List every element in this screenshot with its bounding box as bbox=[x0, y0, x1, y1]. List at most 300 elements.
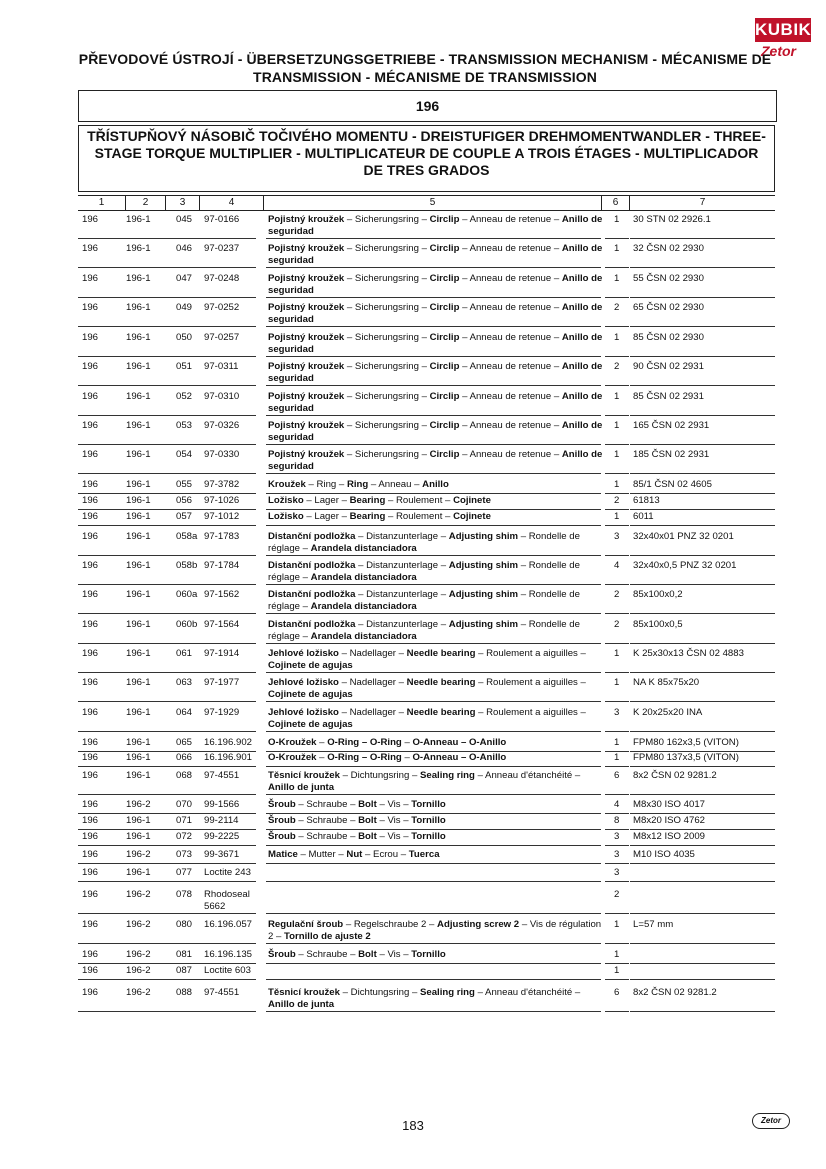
description-sep: – Anneau de retenue – bbox=[459, 449, 562, 460]
cell-c6: 6 bbox=[614, 987, 620, 998]
description-sep: – Anneau de retenue – bbox=[459, 214, 562, 225]
row-divider bbox=[630, 509, 775, 510]
cell-c2: 196-1 bbox=[126, 560, 151, 571]
cell-c3: 054 bbox=[176, 449, 193, 460]
cell-c2: 196-2 bbox=[126, 965, 151, 976]
cell-c4: 16.196.057 bbox=[204, 919, 253, 930]
row-divider bbox=[605, 643, 629, 644]
description-term: Circlip bbox=[429, 361, 460, 372]
cell-description bbox=[268, 420, 603, 444]
description-term: Těsnicí kroužek bbox=[268, 987, 340, 998]
table-row bbox=[78, 560, 775, 584]
description-term: Bearing bbox=[349, 511, 386, 522]
description-sep: – Schraube – bbox=[295, 799, 359, 810]
cell-c2: 196-1 bbox=[126, 619, 151, 630]
description-term: Kroužek bbox=[268, 479, 306, 490]
row-divider bbox=[78, 509, 256, 510]
table-row bbox=[78, 815, 775, 829]
description-term: Pojistný kroužek bbox=[268, 420, 345, 431]
table-row bbox=[78, 831, 775, 845]
table-row bbox=[78, 949, 775, 963]
row-divider bbox=[630, 356, 775, 357]
row-divider bbox=[266, 356, 601, 357]
description-sep: – Distanzunterlage – bbox=[355, 560, 449, 571]
row-divider bbox=[78, 766, 256, 767]
cell-c7: 85 ČSN 02 2931 bbox=[633, 391, 704, 402]
description-sep: – Nadellager – bbox=[338, 707, 407, 718]
row-divider bbox=[266, 584, 601, 585]
description-sep: – Dichtungsring – bbox=[339, 770, 420, 781]
cell-description bbox=[268, 987, 603, 1011]
cell-c4: 99-1566 bbox=[204, 799, 240, 810]
description-term: Tornillo bbox=[411, 815, 446, 826]
cell-description bbox=[268, 949, 603, 961]
cell-c3: 068 bbox=[176, 770, 193, 781]
cell-c1: 196 bbox=[82, 919, 99, 930]
description-term: Sealing ring bbox=[419, 770, 475, 781]
row-divider bbox=[630, 766, 775, 767]
row-divider bbox=[78, 794, 256, 795]
description-term: Cojinete de agujas bbox=[268, 689, 353, 700]
cell-c1: 196 bbox=[82, 273, 99, 284]
description-sep: – Sicherungsring – bbox=[344, 243, 430, 254]
description-term: Anillo de seguridad bbox=[268, 420, 603, 443]
row-divider bbox=[605, 326, 629, 327]
cell-c1: 196 bbox=[82, 965, 99, 976]
cell-c6: 2 bbox=[614, 302, 620, 313]
description-sep: – Anneau de retenue – bbox=[459, 391, 562, 402]
row-divider bbox=[78, 444, 256, 445]
description-sep: – Sicherungsring – bbox=[344, 449, 430, 460]
cell-c1: 196 bbox=[82, 987, 99, 998]
cell-c3: 050 bbox=[176, 332, 193, 343]
description-term: Nut bbox=[346, 849, 363, 860]
cell-c6: 1 bbox=[614, 214, 620, 225]
description-term: Circlip bbox=[429, 332, 460, 343]
cell-description bbox=[268, 799, 603, 811]
description-term: Tuerca bbox=[408, 849, 440, 860]
row-divider bbox=[266, 238, 601, 239]
description-sep: – Roulement a aiguilles – bbox=[475, 707, 586, 718]
description-sep: – Lager – bbox=[303, 495, 350, 506]
row-divider bbox=[78, 584, 256, 585]
row-divider bbox=[78, 731, 256, 732]
row-divider bbox=[630, 731, 775, 732]
cell-c7: 32 ČSN 02 2930 bbox=[633, 243, 704, 254]
table-row bbox=[78, 770, 775, 794]
cell-c1: 196 bbox=[82, 479, 99, 490]
cell-description bbox=[268, 332, 603, 356]
description-term: Arandela distanciadora bbox=[310, 601, 417, 612]
column-header: 2 bbox=[126, 196, 166, 210]
row-divider bbox=[266, 1011, 601, 1012]
cell-c3: 061 bbox=[176, 648, 193, 659]
cell-c4: 97-3782 bbox=[204, 479, 240, 490]
cell-c4: 97-1012 bbox=[204, 511, 240, 522]
description-term: Jehlové ložisko bbox=[268, 648, 339, 659]
description-sep: – bbox=[316, 752, 328, 763]
cell-c1: 196 bbox=[82, 243, 99, 254]
cell-c2: 196-1 bbox=[126, 361, 151, 372]
cell-c2: 196-1 bbox=[126, 815, 151, 826]
row-divider bbox=[605, 584, 629, 585]
cell-c4: 97-0311 bbox=[204, 361, 239, 372]
cell-description bbox=[268, 214, 603, 238]
description-sep: – Rondelle de réglage – bbox=[268, 560, 580, 583]
row-divider bbox=[630, 863, 775, 864]
cell-c1: 196 bbox=[82, 889, 99, 900]
cell-c7: 65 ČSN 02 2930 bbox=[633, 302, 704, 313]
row-divider bbox=[266, 881, 601, 882]
row-divider bbox=[78, 701, 256, 702]
description-term: Tornillo de ajuste 2 bbox=[284, 931, 371, 942]
description-term: Cojinete de agujas bbox=[268, 719, 353, 730]
row-divider bbox=[266, 979, 601, 980]
cell-c6: 4 bbox=[614, 799, 620, 810]
table-row bbox=[78, 648, 775, 672]
table-row bbox=[78, 479, 775, 493]
description-term: O-Kroužek bbox=[268, 737, 317, 748]
row-divider bbox=[78, 881, 256, 882]
description-sep: – Sicherungsring – bbox=[344, 391, 430, 402]
row-divider bbox=[630, 1011, 775, 1012]
row-divider bbox=[630, 525, 775, 526]
cell-c1: 196 bbox=[82, 949, 99, 960]
row-divider bbox=[630, 238, 775, 239]
description-sep: – Anneau – bbox=[368, 479, 423, 490]
row-divider bbox=[605, 943, 629, 944]
row-divider bbox=[266, 794, 601, 795]
cell-c7: M8x30 ISO 4017 bbox=[633, 799, 705, 810]
description-sep: – Distanzunterlage – bbox=[355, 531, 449, 542]
description-sep: – Ring – bbox=[305, 479, 347, 490]
description-term: Adjusting screw 2 bbox=[437, 919, 520, 930]
description-term: Regulační šroub bbox=[268, 919, 344, 930]
row-divider bbox=[266, 672, 601, 673]
description-term: O-Kroužek bbox=[268, 752, 317, 763]
cell-c4: Rhodoseal 5662 bbox=[204, 889, 250, 912]
row-divider bbox=[266, 525, 601, 526]
cell-c6: 2 bbox=[614, 589, 620, 600]
cell-c2: 196-1 bbox=[126, 677, 151, 688]
cell-c1: 196 bbox=[82, 737, 99, 748]
description-term: Sealing ring bbox=[419, 987, 475, 998]
cell-c2: 196-2 bbox=[126, 799, 151, 810]
cell-description bbox=[268, 648, 603, 672]
row-divider bbox=[630, 493, 775, 494]
cell-c3: 063 bbox=[176, 677, 193, 688]
cell-c6: 1 bbox=[614, 965, 620, 976]
row-divider bbox=[605, 525, 629, 526]
description-term: Cojinete bbox=[453, 511, 491, 522]
cell-c1: 196 bbox=[82, 214, 99, 225]
column-header: 3 bbox=[166, 196, 200, 210]
cell-c7: 85/1 ČSN 02 4605 bbox=[633, 479, 712, 490]
description-term: Arandela distanciadora bbox=[310, 543, 417, 554]
description-term: Bolt bbox=[358, 815, 377, 826]
description-sep: – Anneau d'étanchéité – bbox=[474, 770, 581, 781]
description-sep: – Distanzunterlage – bbox=[355, 619, 449, 630]
description-term: Anillo bbox=[422, 479, 449, 490]
row-divider bbox=[266, 267, 601, 268]
description-term: Anillo de seguridad bbox=[268, 391, 603, 414]
row-divider bbox=[630, 643, 775, 644]
table-row bbox=[78, 332, 775, 356]
cell-description bbox=[268, 770, 603, 794]
row-divider bbox=[605, 555, 629, 556]
cell-c3: 065 bbox=[176, 737, 193, 748]
column-header: 5 bbox=[264, 196, 602, 210]
description-term: Ložisko bbox=[268, 495, 304, 506]
cell-c3: 049 bbox=[176, 302, 193, 313]
cell-c3: 058b bbox=[176, 560, 198, 571]
row-divider bbox=[630, 963, 775, 964]
cell-c7: K 25x30x13 ČSN 02 4883 bbox=[633, 648, 744, 659]
cell-description bbox=[268, 677, 603, 701]
description-term: Pojistný kroužek bbox=[268, 273, 345, 284]
cell-c6: 8 bbox=[614, 815, 620, 826]
description-sep: – Rondelle de réglage – bbox=[268, 619, 580, 642]
description-sep: – Nadellager – bbox=[338, 648, 407, 659]
cell-c3: 072 bbox=[176, 831, 193, 842]
cell-c1: 196 bbox=[82, 770, 99, 781]
column-header: 1 bbox=[78, 196, 126, 210]
row-divider bbox=[605, 881, 629, 882]
cell-c4: 99-3671 bbox=[204, 849, 240, 860]
row-divider bbox=[605, 829, 629, 830]
cell-c6: 1 bbox=[614, 273, 620, 284]
cell-description bbox=[268, 815, 603, 827]
row-divider bbox=[605, 731, 629, 732]
cell-c4: 97-4551 bbox=[204, 987, 240, 998]
row-divider bbox=[78, 297, 256, 298]
row-divider bbox=[630, 701, 775, 702]
cell-c4: 99-2225 bbox=[204, 831, 240, 842]
cell-c3: 060a bbox=[176, 589, 198, 600]
row-divider bbox=[78, 643, 256, 644]
description-sep: – Anneau de retenue – bbox=[459, 243, 562, 254]
description-term: Jehlové ložisko bbox=[268, 677, 339, 688]
description-sep: – Ecrou – bbox=[362, 849, 409, 860]
description-term: Pojistný kroužek bbox=[268, 243, 345, 254]
table-row bbox=[78, 449, 775, 473]
description-sep: – Sicherungsring – bbox=[344, 214, 430, 225]
table-row bbox=[78, 752, 775, 766]
row-divider bbox=[605, 672, 629, 673]
row-divider bbox=[630, 813, 775, 814]
cell-c7: 6011 bbox=[633, 511, 654, 522]
column-header: 6 bbox=[602, 196, 630, 210]
cell-c1: 196 bbox=[82, 449, 99, 460]
cell-c3: 066 bbox=[176, 752, 193, 763]
cell-description bbox=[268, 849, 603, 861]
cell-c4: 97-0310 bbox=[204, 391, 240, 402]
cell-c1: 196 bbox=[82, 420, 99, 431]
description-term: Bolt bbox=[358, 949, 377, 960]
description-term: Anillo de seguridad bbox=[268, 302, 603, 325]
cell-c7: 8x2 ČSN 02 9281.2 bbox=[633, 770, 717, 781]
cell-description bbox=[268, 707, 603, 731]
row-divider bbox=[605, 701, 629, 702]
cell-c6: 2 bbox=[614, 889, 620, 900]
description-term: Matice bbox=[268, 849, 298, 860]
description-sep: – Roulement a aiguilles – bbox=[475, 648, 586, 659]
table-row bbox=[78, 420, 775, 444]
cell-c6: 1 bbox=[614, 648, 620, 659]
description-sep: – Vis – bbox=[376, 799, 412, 810]
cell-c1: 196 bbox=[82, 589, 99, 600]
cell-c6: 1 bbox=[614, 511, 620, 522]
section-title: TŘÍSTUPŇOVÝ NÁSOBIČ TOČIVÉHO MOMENTU - DREISTUFIGER DREHMOMENTWANDLER - THREE-STAGE TORQUE MULTIPLIER - MULTIPLICATEUR DE COUPLE A TROIS ÉTAGES - MULTIPLICADOR DE TRES GRADOS bbox=[78, 125, 775, 192]
description-term: Pojistný kroužek bbox=[268, 449, 345, 460]
description-sep: – Sicherungsring – bbox=[344, 273, 430, 284]
row-divider bbox=[78, 943, 256, 944]
cell-c7: K 20x25x20 INA bbox=[633, 707, 703, 718]
description-sep: – Schraube – bbox=[295, 815, 359, 826]
logo-sub: Zetor bbox=[761, 43, 796, 59]
table-row bbox=[78, 919, 775, 943]
row-divider bbox=[266, 829, 601, 830]
row-divider bbox=[78, 863, 256, 864]
row-divider bbox=[605, 297, 629, 298]
cell-c6: 1 bbox=[614, 677, 620, 688]
description-sep: – Anneau de retenue – bbox=[459, 332, 562, 343]
description-term: Circlip bbox=[429, 449, 460, 460]
cell-c2: 196-1 bbox=[126, 831, 151, 842]
cell-c4: 16.196.135 bbox=[204, 949, 253, 960]
cell-c3: 052 bbox=[176, 391, 193, 402]
page-number: 183 bbox=[402, 1118, 424, 1133]
description-sep: – Vis – bbox=[376, 815, 412, 826]
description-sep: – Lager – bbox=[303, 511, 350, 522]
row-divider bbox=[78, 1011, 256, 1012]
cell-c4: 97-1783 bbox=[204, 531, 240, 542]
description-sep: – Anneau de retenue – bbox=[459, 273, 562, 284]
cell-c2: 196-1 bbox=[126, 589, 151, 600]
cell-description bbox=[268, 243, 603, 267]
description-term: Šroub bbox=[268, 831, 296, 842]
cell-c2: 196-2 bbox=[126, 919, 151, 930]
cell-c2: 196-1 bbox=[126, 707, 151, 718]
description-sep: – bbox=[316, 737, 328, 748]
table-row bbox=[78, 589, 775, 613]
cell-c6: 3 bbox=[614, 831, 620, 842]
description-sep: – bbox=[401, 752, 413, 763]
cell-c2: 196-1 bbox=[126, 511, 151, 522]
cell-c1: 196 bbox=[82, 332, 99, 343]
cell-c4: 97-1026 bbox=[204, 495, 240, 506]
row-divider bbox=[266, 555, 601, 556]
description-term: Circlip bbox=[429, 302, 460, 313]
description-term: Jehlové ložisko bbox=[268, 707, 339, 718]
row-divider bbox=[78, 415, 256, 416]
row-divider bbox=[605, 963, 629, 964]
row-divider bbox=[605, 238, 629, 239]
row-divider bbox=[605, 813, 629, 814]
cell-c7: FPM80 137x3,5 (VITON) bbox=[633, 752, 739, 763]
row-divider bbox=[630, 672, 775, 673]
table-row bbox=[78, 495, 775, 509]
cell-c7: NA K 85x75x20 bbox=[633, 677, 700, 688]
table-row bbox=[78, 243, 775, 267]
description-sep: – Anneau de retenue – bbox=[459, 420, 562, 431]
cell-c2: 196-1 bbox=[126, 420, 151, 431]
cell-c6: 1 bbox=[614, 391, 620, 402]
description-term: Pojistný kroužek bbox=[268, 214, 345, 225]
description-term: Bearing bbox=[349, 495, 386, 506]
row-divider bbox=[78, 555, 256, 556]
description-term: Pojistný kroužek bbox=[268, 332, 345, 343]
row-divider bbox=[605, 613, 629, 614]
row-divider bbox=[266, 385, 601, 386]
cell-description bbox=[268, 391, 603, 415]
cell-c6: 2 bbox=[614, 361, 620, 372]
table-row bbox=[78, 965, 775, 979]
description-term: Anillo de seguridad bbox=[268, 361, 603, 384]
description-sep: – Regelschraube 2 – bbox=[343, 919, 438, 930]
cell-c6: 1 bbox=[614, 332, 620, 343]
cell-c1: 196 bbox=[82, 619, 99, 630]
cell-c4: 97-0248 bbox=[204, 273, 240, 284]
cell-c2: 196-1 bbox=[126, 391, 151, 402]
cell-description bbox=[268, 737, 603, 749]
cell-c7: M10 ISO 4035 bbox=[633, 849, 695, 860]
cell-c3: 057 bbox=[176, 511, 193, 522]
section-number: 196 bbox=[78, 90, 777, 122]
description-term: Needle bearing bbox=[406, 648, 476, 659]
cell-c1: 196 bbox=[82, 707, 99, 718]
row-divider bbox=[78, 913, 256, 914]
row-divider bbox=[605, 766, 629, 767]
description-sep: – Rondelle de réglage – bbox=[268, 531, 580, 554]
cell-c7: 85x100x0,2 bbox=[633, 589, 683, 600]
table-row bbox=[78, 511, 775, 525]
description-term: Pojistný kroužek bbox=[268, 391, 345, 402]
cell-c4: 97-1929 bbox=[204, 707, 240, 718]
description-term: Ložisko bbox=[268, 511, 304, 522]
cell-c1: 196 bbox=[82, 648, 99, 659]
cell-c3: 088 bbox=[176, 987, 193, 998]
cell-c3: 087 bbox=[176, 965, 193, 976]
description-term: Anillo de seguridad bbox=[268, 214, 603, 237]
cell-c3: 047 bbox=[176, 273, 193, 284]
description-term: Adjusting shim bbox=[448, 589, 519, 600]
cell-c4: 97-0326 bbox=[204, 420, 240, 431]
description-term: Circlip bbox=[429, 243, 460, 254]
cell-c2: 196-2 bbox=[126, 889, 151, 900]
row-divider bbox=[605, 1011, 629, 1012]
description-term: Šroub bbox=[268, 949, 296, 960]
table-row bbox=[78, 361, 775, 385]
cell-description bbox=[268, 752, 603, 764]
table-row bbox=[78, 273, 775, 297]
cell-description bbox=[268, 302, 603, 326]
cell-c6: 1 bbox=[614, 949, 620, 960]
description-sep: – Roulement – bbox=[385, 511, 454, 522]
row-divider bbox=[605, 385, 629, 386]
description-term: Adjusting shim bbox=[448, 619, 519, 630]
page-title-line2: TRANSMISSION - MÉCANISME DE TRANSMISSION bbox=[253, 69, 597, 85]
cell-description bbox=[268, 531, 603, 555]
cell-description bbox=[268, 479, 603, 491]
description-sep: – Mutter – bbox=[297, 849, 347, 860]
row-divider bbox=[266, 943, 601, 944]
cell-c3: 055 bbox=[176, 479, 193, 490]
cell-c3: 071 bbox=[176, 815, 193, 826]
table-row bbox=[78, 849, 775, 863]
row-divider bbox=[605, 444, 629, 445]
cell-c2: 196-2 bbox=[126, 949, 151, 960]
